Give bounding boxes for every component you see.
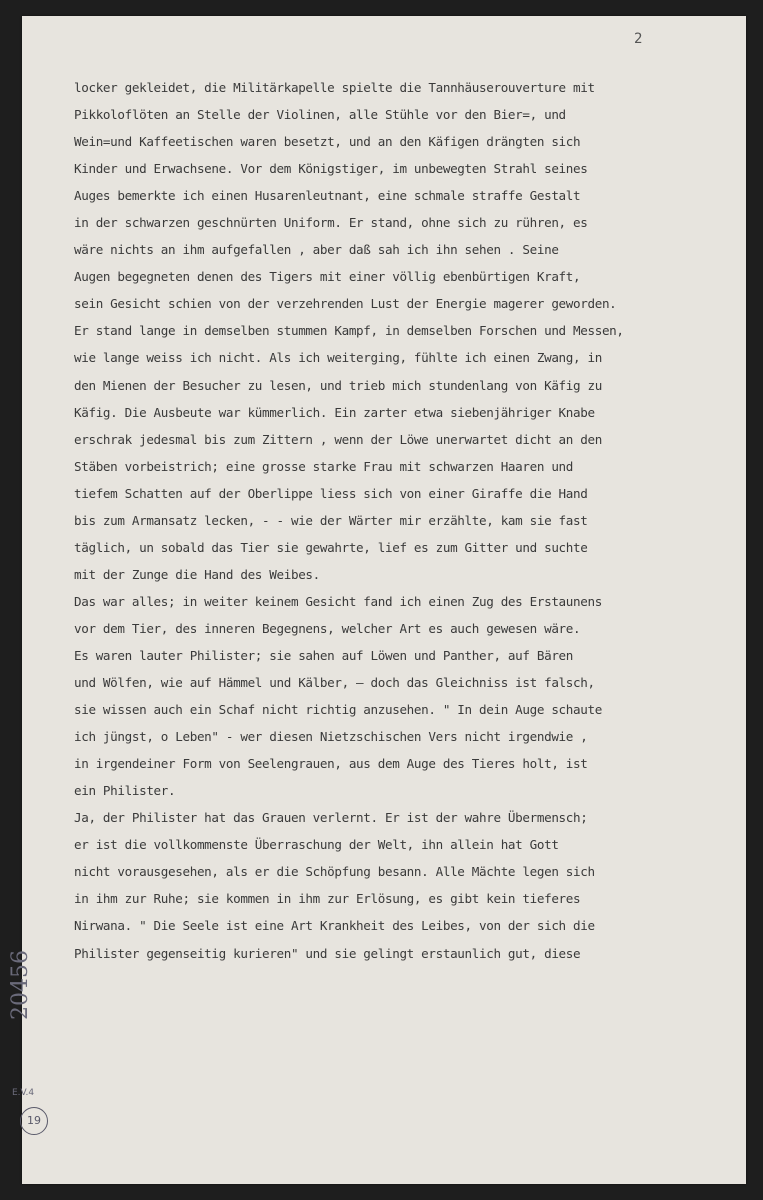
text-line: sie wissen auch ein Schaf nicht richtig anzusehen. " In dein Auge schaute <box>74 702 602 718</box>
document-page <box>22 16 746 1184</box>
text-line: in ihm zur Ruhe; sie kommen in ihm zur Erlösung, es gibt kein tieferes <box>74 891 581 907</box>
text-line: Augen begegneten denen des Tigers mit einer völlig ebenbürtigen Kraft, <box>74 269 581 285</box>
text-line: Philister gegenseitig kurieren" und sie gelingt erstaunlich gut, diese <box>74 945 581 961</box>
text-line: erschrak jedesmal bis zum Zittern , wenn der Löwe unerwartet dicht an den <box>74 431 602 447</box>
text-line: Pikkoloflöten an Stelle der Violinen, alle Stühle vor den Bier=, und <box>74 107 566 123</box>
text-line: locker gekleidet, die Militärkapelle spielte die Tannhäuserouverture mit <box>74 80 595 95</box>
text-line: Er stand lange in demselben stummen Kampf, in demselben Forschen und Messen, <box>74 323 624 339</box>
text-line: Stäben vorbeistrich; eine grosse starke Frau mit schwarzen Haaren und <box>74 458 574 474</box>
text-line: wie lange weiss ich nicht. Als ich weiterging, fühlte ich einen Zwang, in <box>74 350 602 366</box>
text-line: den Mienen der Besucher zu lesen, und trieb mich stundenlang von Käfig zu <box>74 377 602 393</box>
text-line: Das war alles; in weiter keinem Gesicht fand ich einen Zug des Erstaunens <box>74 593 602 609</box>
text-line: tiefem Schatten auf der Oberlippe liess sich von einer Giraffe die Hand <box>74 485 588 501</box>
text-line: mit der Zunge die Hand des Weibes. <box>74 566 320 582</box>
page-number: 2 <box>634 31 643 47</box>
text-line: in der schwarzen geschnürten Uniform. Er stand, ohne sich zu rühren, es <box>74 215 588 231</box>
text-line: nicht vorausgesehen, als er die Schöpfung besann. Alle Mächte legen sich <box>74 864 595 880</box>
text-line: ich jüngst, o Leben" - wer diesen Nietzschischen Vers nicht irgendwie , <box>74 729 588 745</box>
text-line: wäre nichts an ihm aufgefallen , aber daß sah ich ihn sehen . Seine <box>74 242 559 258</box>
text-line: Nirwana. " Die Seele ist eine Art Krankheit des Leibes, von der sich die <box>74 918 595 934</box>
text-line: und Wölfen, wie auf Hämmel und Kälber, — doch das Gleichniss ist falsch, <box>74 675 595 691</box>
text-line: Wein=und Kaffeetischen waren besetzt, und an den Käfigen drängten sich <box>74 134 581 150</box>
text-line: Ja, der Philister hat das Grauen verlernt. Er ist der wahre Übermensch; <box>74 810 588 826</box>
text-line: bis zum Armansatz lecken, - - wie der Wärter mir erzählte, kam sie fast <box>74 512 588 528</box>
text-line: er ist die vollkommenste Überraschung der Welt, ihn allein hat Gott <box>74 837 559 853</box>
inventory-number: 20456 <box>8 950 33 1020</box>
text-line: Es waren lauter Philister; sie sahen auf Löwen und Panther, auf Bären <box>74 647 574 663</box>
folio-number: 19 <box>20 1107 48 1135</box>
text-line: vor dem Tier, des inneren Begegnens, welcher Art es auch gewesen wäre. <box>74 620 581 636</box>
typed-text-body <box>74 74 744 967</box>
text-line: in irgendeiner Form von Seelengrauen, aus dem Auge des Tieres holt, ist <box>74 756 588 772</box>
text-line: täglich, un sobald das Tier sie gewahrte, lief es zum Gitter und suchte <box>74 539 588 555</box>
text-line: Käfig. Die Ausbeute war kümmerlich. Ein zarter etwa siebenjähriger Knabe <box>74 404 595 420</box>
catalog-mark: E.V.4 <box>12 1088 35 1098</box>
text-line: Auges bemerkte ich einen Husarenleutnant, eine schmale straffe Gestalt <box>74 188 581 204</box>
text-line: Kinder und Erwachsene. Vor dem Königstiger, im unbewegten Strahl seines <box>74 161 588 177</box>
text-line: sein Gesicht schien von der verzehrenden Lust der Energie magerer geworden. <box>74 296 617 312</box>
text-line: ein Philister. <box>74 783 176 799</box>
